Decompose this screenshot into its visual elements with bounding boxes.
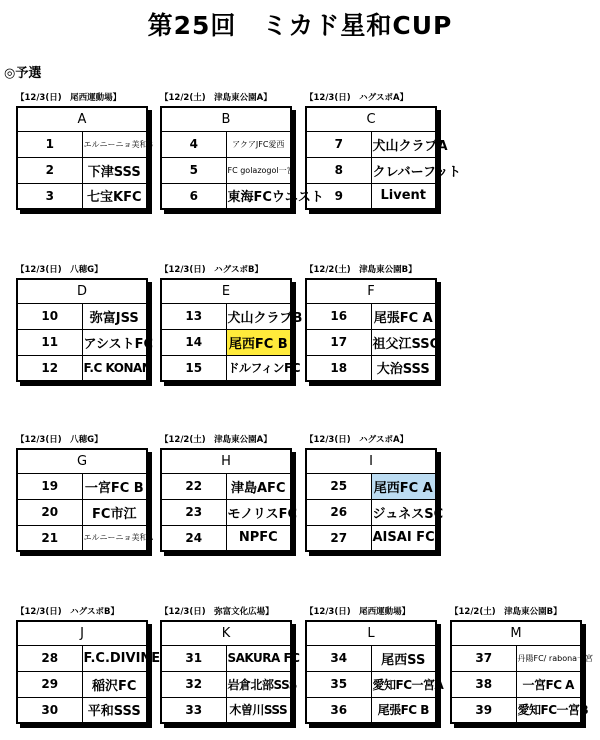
team-number: 38 — [451, 671, 516, 697]
team-name: SAKURA FC — [226, 645, 291, 671]
team-number: 36 — [306, 697, 371, 723]
team-name: 岩倉北部SSS — [226, 671, 291, 697]
group-date-venue: 【12/3(日) ハグスポA】 — [305, 93, 409, 103]
team-name: ドルフィンFC — [226, 355, 291, 381]
team-number: 8 — [306, 157, 371, 183]
team-name: 稲沢FC — [82, 671, 147, 697]
team-number: 4 — [161, 131, 226, 157]
team-number: 26 — [306, 499, 371, 525]
group-name: J — [17, 621, 147, 645]
group-b — [160, 90, 324, 210]
group-table — [16, 448, 153, 552]
team-number: 10 — [17, 303, 82, 329]
team-row — [306, 183, 436, 209]
section-heading: ◎予選 — [4, 66, 42, 81]
team-name: 尾張FC B — [371, 697, 436, 723]
team-name: 一宮FC B — [82, 473, 147, 499]
group-l — [305, 604, 445, 724]
team-number: 20 — [17, 499, 82, 525]
group-name: K — [161, 621, 291, 645]
team-row — [17, 157, 147, 183]
team-number: 34 — [306, 645, 371, 671]
group-table — [16, 278, 154, 382]
team-row — [17, 131, 147, 157]
team-number: 30 — [17, 697, 82, 723]
team-name: クレバーフット — [371, 157, 436, 183]
team-name: 平和SSS — [82, 697, 147, 723]
team-name: F.C.DIVINE — [82, 645, 147, 671]
group-date-venue: 【12/2(土) 津島東公園B】 — [305, 265, 417, 275]
group-date-venue: 【12/2(土) 津島東公園A】 — [160, 93, 272, 103]
group-table — [16, 106, 153, 210]
team-row — [306, 131, 436, 157]
team-name: アクアJFC愛西 — [226, 131, 291, 157]
group-table — [160, 620, 300, 724]
page-title: 第25回 ミカド星和CUP — [147, 11, 453, 40]
group-table — [450, 620, 594, 724]
team-number: 14 — [161, 329, 226, 355]
group-i — [305, 432, 445, 552]
team-row — [306, 499, 436, 525]
team-number: 7 — [306, 131, 371, 157]
team-row — [451, 671, 581, 697]
team-number: 2 — [17, 157, 82, 183]
team-row — [161, 157, 291, 183]
team-name: 一宮FC A — [516, 671, 581, 697]
team-name: ジュネスSC — [371, 499, 436, 525]
team-row — [17, 303, 147, 329]
team-name: モノリスFC — [226, 499, 291, 525]
team-number: 6 — [161, 183, 226, 209]
group-table — [16, 620, 161, 724]
group-name: G — [17, 449, 147, 473]
team-number: 18 — [306, 355, 371, 381]
group-date-venue: 【12/3(日) 弥富文化広場】 — [160, 607, 274, 617]
group-date-venue: 【12/3(日) 八穂G】 — [16, 265, 103, 275]
team-name: 愛知FC一宮A — [371, 671, 436, 697]
team-number: 27 — [306, 525, 371, 551]
group-table — [305, 448, 444, 552]
team-name: 愛知FC一宮B — [516, 697, 581, 723]
group-table — [305, 278, 440, 382]
team-name: エルニーニョ美和A — [82, 525, 147, 551]
team-row — [306, 303, 436, 329]
team-name: FC golazogol一宮 — [226, 157, 291, 183]
team-name: 尾張FC A — [371, 303, 436, 329]
team-name: 木曽川SSS — [226, 697, 291, 723]
group-d — [16, 262, 156, 382]
team-name: FC市江 — [82, 499, 147, 525]
team-number: 25 — [306, 473, 371, 499]
team-number: 33 — [161, 697, 226, 723]
team-name: F.C KONAN — [82, 355, 147, 381]
group-date-venue: 【12/2(土) 津島東公園A】 — [160, 435, 272, 445]
group-h — [160, 432, 300, 552]
group-e — [160, 262, 303, 382]
team-row — [17, 355, 147, 381]
group-date-venue: 【12/3(日) ハグスポB】 — [16, 607, 120, 617]
team-row — [17, 671, 147, 697]
team-number: 12 — [17, 355, 82, 381]
group-name: D — [17, 279, 147, 303]
team-name: エルニーニョ美和B — [82, 131, 147, 157]
team-name: 津島AFC — [226, 473, 291, 499]
group-k — [160, 604, 300, 724]
team-name: 犬山クラブA — [371, 131, 436, 157]
team-number: 1 — [17, 131, 82, 157]
group-name: H — [161, 449, 291, 473]
group-j — [16, 604, 161, 724]
team-name: 丹陽FC/ rabona一宮 — [516, 645, 581, 671]
team-number: 24 — [161, 525, 226, 551]
team-name: AISAI FC — [371, 525, 436, 551]
team-row — [161, 329, 291, 355]
team-name: 弥富JSS — [82, 303, 147, 329]
team-name: 大治SSS — [371, 355, 436, 381]
team-number: 16 — [306, 303, 371, 329]
group-a — [16, 90, 156, 210]
team-number: 17 — [306, 329, 371, 355]
team-number: 35 — [306, 671, 371, 697]
team-number: 29 — [17, 671, 82, 697]
group-name: M — [451, 621, 581, 645]
team-row — [17, 525, 147, 551]
team-row — [306, 329, 436, 355]
group-name: F — [306, 279, 436, 303]
team-number: 22 — [161, 473, 226, 499]
team-number: 23 — [161, 499, 226, 525]
team-row — [161, 645, 291, 671]
group-f — [305, 262, 445, 382]
team-row — [161, 355, 291, 381]
team-number: 31 — [161, 645, 226, 671]
group-date-venue: 【12/3(日) 尾西運動場】 — [305, 607, 411, 617]
team-row — [17, 473, 147, 499]
group-date-venue: 【12/2(土) 津島東公園B】 — [450, 607, 562, 617]
team-number: 13 — [161, 303, 226, 329]
team-number: 15 — [161, 355, 226, 381]
group-date-venue: 【12/3(日) 尾西運動場】 — [16, 93, 122, 103]
group-g — [16, 432, 156, 552]
group-table — [160, 106, 324, 210]
team-row — [306, 645, 436, 671]
team-number: 39 — [451, 697, 516, 723]
team-name: 尾西FC B — [226, 329, 291, 355]
team-row — [306, 355, 436, 381]
team-row — [306, 697, 436, 723]
team-row — [17, 645, 147, 671]
team-row — [17, 499, 147, 525]
team-name: NPFC — [226, 525, 291, 551]
team-name: 七宝KFC — [82, 183, 147, 209]
group-m — [450, 604, 594, 724]
group-table — [160, 278, 303, 382]
team-row — [161, 473, 291, 499]
group-table — [305, 620, 444, 724]
group-date-venue: 【12/3(日) 八穂G】 — [16, 435, 103, 445]
team-row — [17, 183, 147, 209]
group-c — [305, 90, 462, 210]
team-number: 32 — [161, 671, 226, 697]
team-number: 9 — [306, 183, 371, 209]
team-row — [161, 671, 291, 697]
team-row — [306, 157, 436, 183]
group-name: B — [161, 107, 291, 131]
team-row — [306, 473, 436, 499]
group-name: C — [306, 107, 436, 131]
group-name: A — [17, 107, 147, 131]
team-row — [306, 525, 436, 551]
group-date-venue: 【12/3(日) ハグスポB】 — [160, 265, 264, 275]
team-name: 祖父江SSC — [371, 329, 436, 355]
team-number: 37 — [451, 645, 516, 671]
team-row — [161, 697, 291, 723]
team-name: アシストFC — [82, 329, 147, 355]
team-row — [451, 697, 581, 723]
team-number: 28 — [17, 645, 82, 671]
team-number: 11 — [17, 329, 82, 355]
group-name: L — [306, 621, 436, 645]
team-row — [17, 329, 147, 355]
team-row — [161, 499, 291, 525]
team-number: 3 — [17, 183, 82, 209]
team-name: 尾西FC A — [371, 473, 436, 499]
team-name: 東海FCウエスト — [226, 183, 291, 209]
team-number: 5 — [161, 157, 226, 183]
team-name: 下津SSS — [82, 157, 147, 183]
group-date-venue: 【12/3(日) ハグスポA】 — [305, 435, 409, 445]
group-table — [305, 106, 462, 210]
group-name: I — [306, 449, 436, 473]
team-row — [161, 183, 291, 209]
team-row — [451, 645, 581, 671]
team-row — [17, 697, 147, 723]
team-number: 19 — [17, 473, 82, 499]
team-row — [161, 303, 291, 329]
team-name: Livent — [371, 183, 436, 209]
group-table — [160, 448, 298, 552]
team-row — [161, 525, 291, 551]
group-name: E — [161, 279, 291, 303]
team-name: 犬山クラブB — [226, 303, 291, 329]
team-name: 尾西SS — [371, 645, 436, 671]
team-number: 21 — [17, 525, 82, 551]
team-row — [161, 131, 291, 157]
team-row — [306, 671, 436, 697]
